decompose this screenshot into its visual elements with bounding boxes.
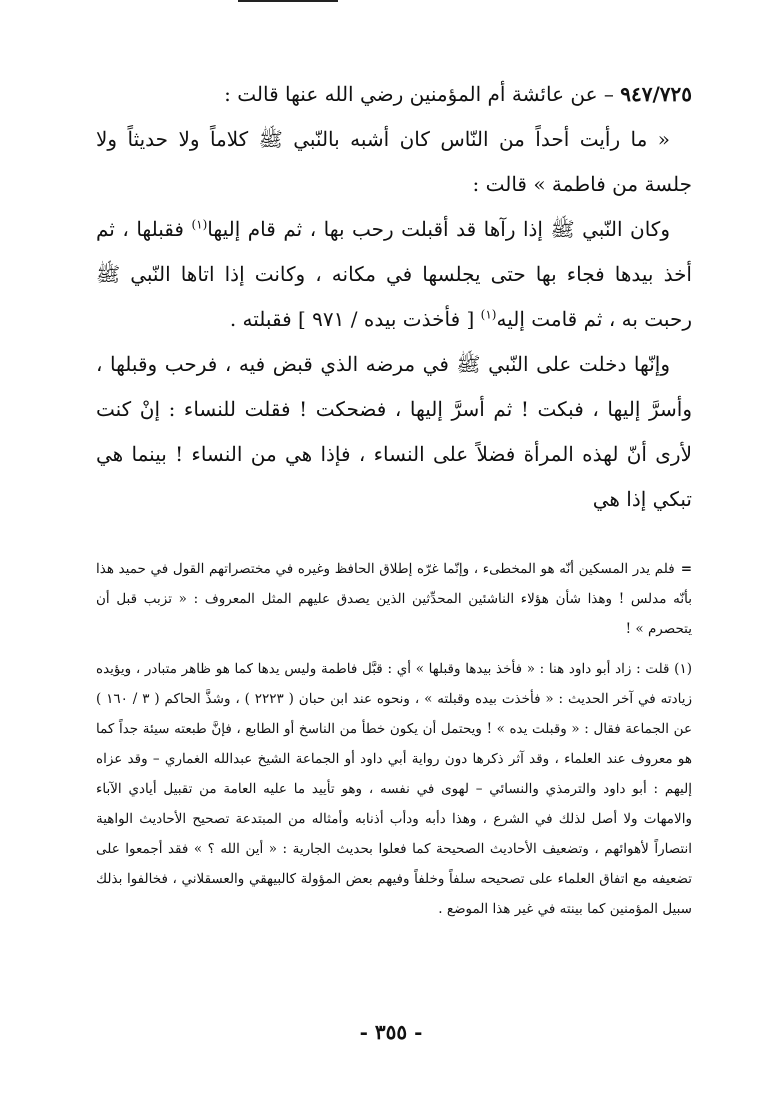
footnotes bbox=[96, 554, 692, 924]
paragraph-3: وإنّها دخلت على النّبي ﷺ في مرضه الذي قبض فيه ، فرحب وقبلها ، وأسرَّ إليها ، فبكت ! ثم أسرَّ إليها ، فضحكت ! فقلت للنساء : إنْ كنت لأرى أنّ لهذه المرأة فضلاً على النساء ، فإذا هي من النساء ! بينما هي تبكي إذا هي bbox=[96, 352, 692, 511]
paragraph-2-part-c: [ فأخذت بيده / ٩٧١ ] فقبلته . bbox=[229, 307, 481, 331]
main-text bbox=[96, 72, 692, 522]
paragraph-1: « ما رأيت أحداً من النّاس كان أشبه بالنّبي ﷺ كلاماً ولا حديثاً ولا جلسة من فاطمة » قالت : bbox=[96, 127, 692, 196]
footnote-1: (١) قلت : زاد أبو داود هنا : « فأخذ بيدها وقبلها » أي : قبَّل فاطمة وليس يدها كما هو ظاهر متبادر ، ويؤيده زيادته في آخر الحديث : « فأخذت بيده وقبلته » ، ونحوه عند ابن حبان ( ٢٢٢٣ ) ، وشذَّ الحاكم ( ٣ / ١٦٠ ) عن الجماعة فقال : « وقبلت يده » ! ويحتمل أن يكون خطأ من الناسخ أو الطابع ، فإنَّ طبعته سيئة جداً كما هو معروف عند العلماء ، وقد آثر ذكرها دون رواية أبي داود أو الجماعة الشيخ عبدالله الغماري – وقد عزاه إليهم : أبو داود والترمذي والنسائي – لهوى في نفسه ، وهو تأييد ما عليه العامة من تقبيل أيادي الآباء والامهات ولا أصل لذلك في الشرع ، وهذا دأبه ودأب أذنابه وأمثاله من المبتدعة تصحيح الأحاديث الواهية انتصاراً لأهوائهم ، وتضعيف الأحاديث الصحيحة كما فعلوا بحديث الجارية : « أين الله ؟ » فقد أجمعوا على تضعيفه مع اتفاق العلماء على تصحيحه سلفاً وخلفاً وفيهم بعض المؤولة كالبيهقي والعسقلاني ، فخالفوا بذلك سبيل المؤمنين كما بينته في غير هذا الموضع . bbox=[96, 661, 692, 917]
footnote-continuation bbox=[96, 554, 692, 644]
page-number: - ٣٥٥ - bbox=[359, 1020, 423, 1044]
top-rule bbox=[238, 0, 338, 2]
footnote-continuation-text: فلم يدر المسكين أنّه هو المخطىء ، وإنّما غرّه إطلاق الحافظ وغيره في مختصراتهم القول في حميد هذا بأنّه مدلس ! وهذا شأن هؤلاء الناشئين المحدِّثين الذين يصدق عليهم المثل المعروف : « تزبب قبل أن يتحصرم » ! bbox=[96, 561, 692, 637]
paragraph-2 bbox=[96, 207, 692, 342]
continuation-mark: = bbox=[680, 561, 692, 577]
footnote-ref-2: (١) bbox=[480, 307, 497, 322]
hadith-heading-text: – عن عائشة أم المؤمنين رضي الله عنها قالت : bbox=[224, 82, 621, 106]
hadith-number: ٩٤٧/٧٢٥ bbox=[620, 82, 692, 106]
footnote-ref-1: (١) bbox=[191, 217, 208, 232]
hadith-heading bbox=[96, 72, 692, 117]
paragraph-2-part-b: فقبلها ، ثم أخذ بيدها فجاء بها حتى يجلسها في مكانه ، وكانت إذا اتاها النّبي ﷺ رحبت به ، ثم قامت إليه bbox=[96, 217, 692, 331]
paragraph-2-part-a: وكان النّبي ﷺ إذا رآها قد أقبلت رحب بها ، ثم قام إليها bbox=[207, 217, 670, 241]
page-content bbox=[96, 72, 692, 917]
